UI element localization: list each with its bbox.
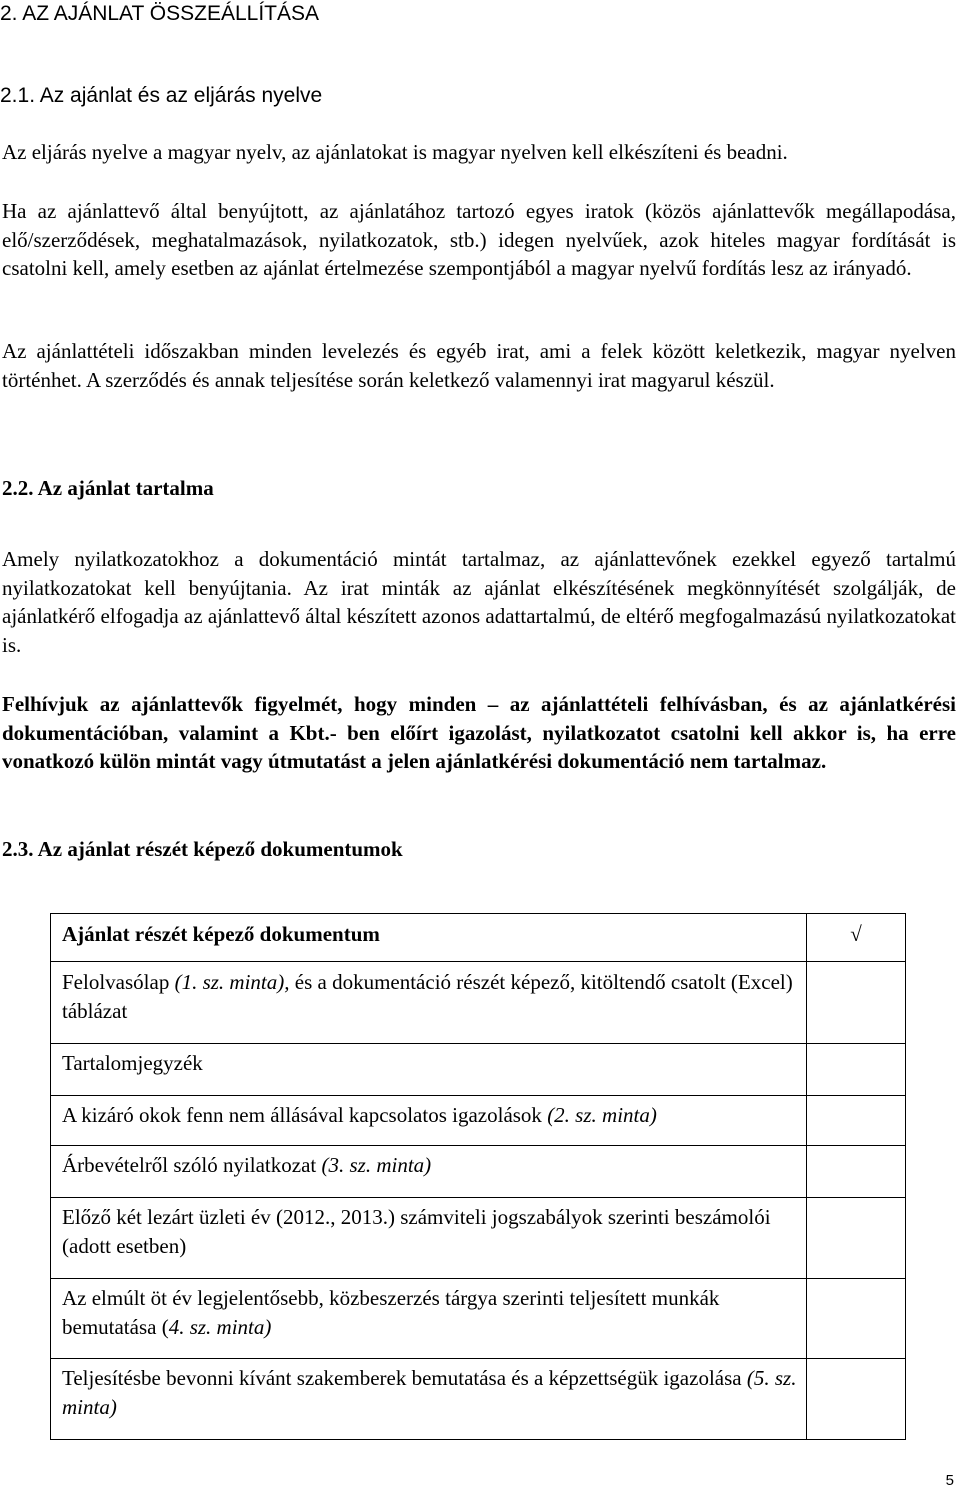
paragraph-correspondence: Az ajánlattételi időszakban minden levelezés és egyéb irat, ami a felek között keletkezik, magyar nyelven történhet. A szerződés és annak teljesítése során keletkező valamennyi irat magyarul készül. bbox=[2, 339, 956, 392]
table-header-cell: Ajánlat részét képező dokumentum bbox=[51, 914, 807, 962]
table-cell: Tartalomjegyzék bbox=[51, 1044, 807, 1096]
check-cell bbox=[807, 1044, 906, 1096]
subsection-title-2-3: 2.3. Az ajánlat részét képező dokumentumok bbox=[2, 837, 403, 861]
check-mark-header: √ bbox=[807, 914, 906, 962]
subsection-title-2-2: 2.2. Az ajánlat tartalma bbox=[2, 476, 214, 500]
table-row bbox=[51, 1359, 906, 1440]
paragraph-content: Amely nyilatkozatokhoz a dokumentáció mintát tartalmaz, az ajánlattevőnek ezekkel egyező tartalmú nyilatkozatokat kell benyújtania. Az irat minták az ajánlat elkészítésének megkönnyítését szolgálják, de ajánlatkérő elfogadja az ajánlattevő által készített azonos adattartalmú, de eltérő megfogalmazású nyilatkozatokat is. bbox=[2, 547, 956, 657]
table-row bbox=[51, 1198, 906, 1279]
check-cell bbox=[807, 1198, 906, 1279]
table-row bbox=[51, 1044, 906, 1096]
table-row bbox=[51, 1279, 906, 1359]
documents-table bbox=[50, 913, 906, 1440]
check-cell bbox=[807, 1279, 906, 1359]
page-number: 5 bbox=[945, 1472, 954, 1489]
table-cell: Teljesítésbe bevonni kívánt szakemberek bemutatása és a képzettségük igazolása (5. sz. minta) bbox=[51, 1359, 807, 1440]
paragraph-language: Az eljárás nyelve a magyar nyelv, az ajánlatokat is magyar nyelven kell elkészíteni és beadni. bbox=[2, 140, 788, 164]
section-title: 2. AZ AJÁNLAT ÖSSZEÁLLÍTÁSA bbox=[0, 2, 320, 25]
subsection-title-2-1: 2.1. Az ajánlat és az eljárás nyelve bbox=[0, 84, 323, 107]
table-row bbox=[51, 1096, 906, 1146]
check-cell bbox=[807, 1146, 906, 1198]
table-cell: Az elmúlt öt év legjelentősebb, közbeszerzés tárgya szerinti teljesített munkák bemutatása (4. sz. minta) bbox=[51, 1279, 807, 1359]
table-cell: Felolvasólap (1. sz. minta), és a dokumentáció részét képező, kitöltendő csatolt (Excel) táblázat bbox=[51, 962, 807, 1044]
table-header-row bbox=[51, 914, 906, 962]
paragraph-notice: Felhívjuk az ajánlattevők figyelmét, hogy minden – az ajánlattételi felhívásban, és az ajánlatkérési dokumentációban, valamint a Kbt.- ben előírt igazolást, nyilatkozatot csatolni kell akkor is, ha erre vonatkozó külön mintát vagy útmutatást a jelen ajánlatkérési dokumentáció nem tartalmaz. bbox=[2, 692, 956, 773]
table-row bbox=[51, 1146, 906, 1198]
table-row bbox=[51, 962, 906, 1044]
table-cell: A kizáró okok fenn nem állásával kapcsolatos igazolások (2. sz. minta) bbox=[51, 1096, 807, 1146]
check-cell bbox=[807, 1359, 906, 1440]
table-cell: Előző két lezárt üzleti év (2012., 2013.) számviteli jogszabályok szerinti beszámolói (adott esetben) bbox=[51, 1198, 807, 1279]
check-cell bbox=[807, 962, 906, 1044]
check-cell bbox=[807, 1096, 906, 1146]
table-cell: Árbevételről szóló nyilatkozat (3. sz. minta) bbox=[51, 1146, 807, 1198]
paragraph-foreign-documents: Ha az ajánlattevő által benyújtott, az ajánlatához tartozó egyes iratok (közös ajánlattevők megállapodása, elő/szerződések, meghatalmazások, nyilatkozatok, stb.) idegen nyelvűek, azok hiteles magyar fordítását is csatolni kell, amely esetben az ajánlat értelmezése szempontjából a magyar nyelvű fordítás lesz az irányadó. bbox=[2, 199, 956, 280]
